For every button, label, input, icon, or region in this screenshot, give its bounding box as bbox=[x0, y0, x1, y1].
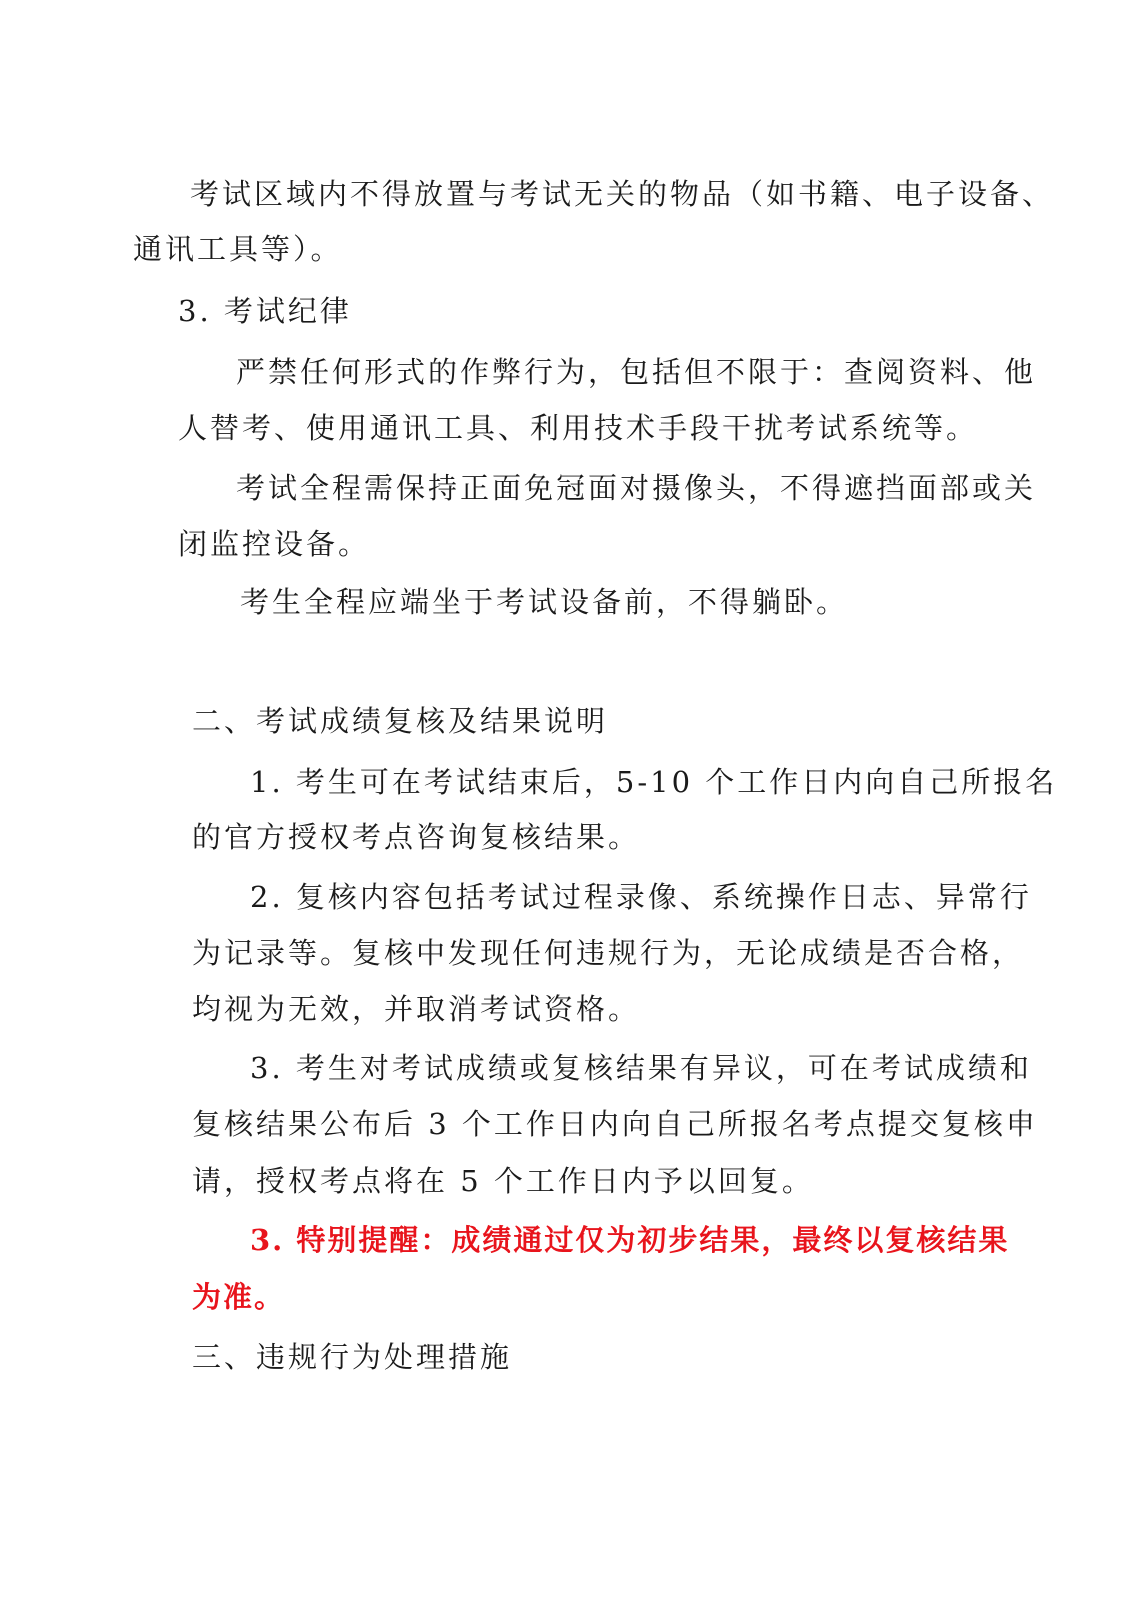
prohibited-items-line-2: 通讯工具等）。 bbox=[133, 232, 343, 266]
posture-rule: 考生全程应端坐于考试设备前，不得躺卧。 bbox=[240, 585, 849, 619]
review-item-3-line-3: 请，授权考点将在 5 个工作日内予以回复。 bbox=[192, 1164, 814, 1198]
camera-rule-line-2: 闭监控设备。 bbox=[178, 527, 371, 561]
review-item-3-line-1: 3. 考生对考试成绩或复核结果有异议，可在考试成绩和 bbox=[250, 1051, 1032, 1085]
review-item-2-line-1: 2. 复核内容包括考试过程录像、系统操作日志、异常行 bbox=[250, 880, 1032, 914]
part-3-heading: 三、违规行为处理措施 bbox=[192, 1340, 513, 1374]
camera-rule-line-1: 考试全程需保持正面免冠面对摄像头，不得遮挡面部或关 bbox=[236, 471, 1037, 505]
review-item-1-line-2: 的官方授权考点咨询复核结果。 bbox=[192, 820, 641, 854]
review-item-1-line-1: 1. 考生可在考试结束后，5-10 个工作日内向自己所报名 bbox=[250, 765, 1058, 799]
cheating-rule-line-1: 严禁任何形式的作弊行为，包括但不限于：查阅资料、他 bbox=[236, 355, 1037, 389]
prohibited-items-line-1: 考试区域内不得放置与考试无关的物品（如书籍、电子设备、 bbox=[190, 177, 1055, 211]
section-3-heading: 3. 考试纪律 bbox=[178, 294, 352, 328]
review-item-3-line-2: 复核结果公布后 3 个工作日内向自己所报名考点提交复核申 bbox=[192, 1107, 1038, 1141]
cheating-rule-line-2: 人替考、使用通讯工具、利用技术手段干扰考试系统等。 bbox=[178, 411, 979, 445]
special-reminder-line-2: 为准。 bbox=[192, 1280, 286, 1314]
part-2-heading: 二、考试成绩复核及结果说明 bbox=[192, 704, 609, 738]
special-reminder-line-1: 3. 特别提醒：成绩通过仅为初步结果，最终以复核结果 bbox=[250, 1223, 1010, 1257]
review-item-2-line-3: 均视为无效，并取消考试资格。 bbox=[192, 992, 641, 1026]
review-item-2-line-2: 为记录等。复核中发现任何违规行为，无论成绩是否合格， bbox=[192, 936, 1025, 970]
